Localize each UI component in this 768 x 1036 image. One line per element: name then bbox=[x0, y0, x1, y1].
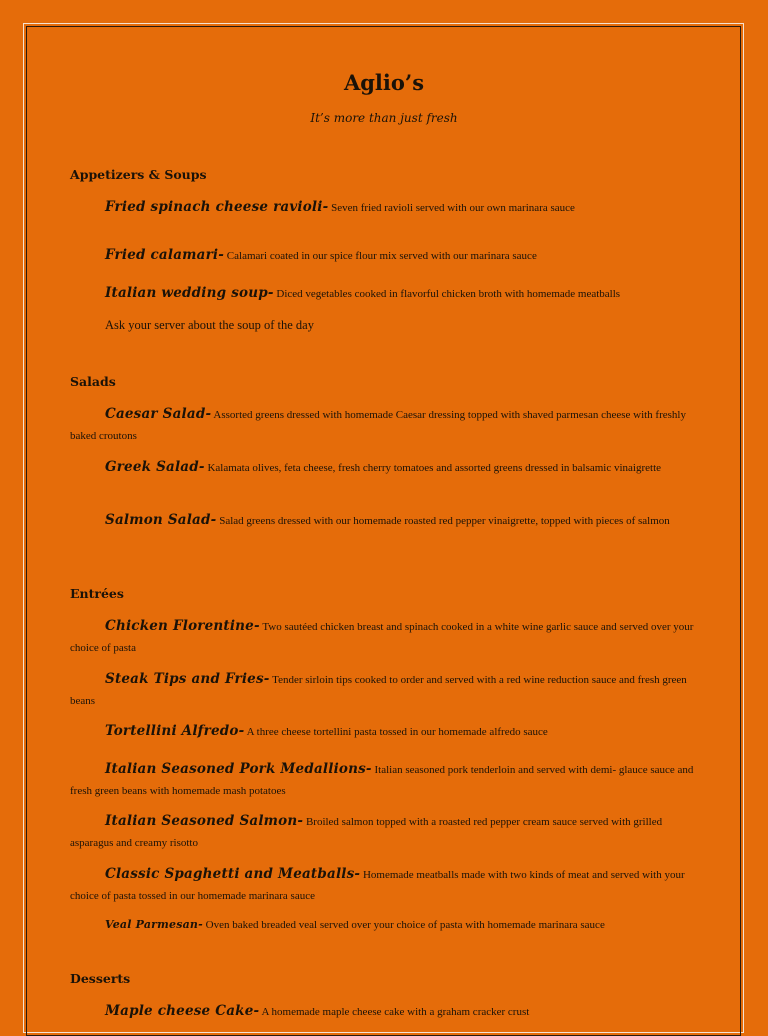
section-heading-entrees: Entrées bbox=[70, 586, 124, 601]
menu-item-name: Fried spinach cheese ravioli- bbox=[105, 199, 329, 215]
menu-item-desc: Assorted greens dressed with homemade Caesar dressing topped with shaved parmesan cheese with freshly baked croutons bbox=[70, 409, 686, 442]
menu-item-name: Maple cheese Cake- bbox=[105, 1003, 260, 1019]
menu-item bbox=[70, 404, 702, 447]
menu-item-name: Classic Spaghetti and Meatballs- bbox=[105, 866, 361, 882]
menu-item-desc: Two sautéed chicken breast and spinach cooked in a white wine garlic sauce and served over your choice of pasta bbox=[70, 621, 694, 654]
menu-item-name: Fried calamari- bbox=[105, 247, 225, 263]
menu-item-desc: Tender sirloin tips cooked to order and served with a red wine reduction sauce and fresh green beans bbox=[70, 674, 687, 707]
menu-item-name: Steak Tips and Fries- bbox=[105, 671, 270, 687]
menu-item bbox=[70, 759, 702, 802]
menu-item-name: Veal Parmesan- bbox=[105, 918, 203, 931]
menu-item-name: Italian Seasoned Salmon- bbox=[105, 813, 304, 829]
menu-item-name: Tortellini Alfredo- bbox=[105, 723, 245, 739]
menu-item bbox=[70, 245, 702, 267]
menu-item bbox=[70, 616, 702, 659]
menu-item-name: Salmon Salad- bbox=[105, 512, 217, 528]
menu-item-name: Italian wedding soup- bbox=[105, 285, 274, 301]
menu-item bbox=[70, 1001, 702, 1023]
menu-item-name: Italian Seasoned Pork Medallions- bbox=[105, 761, 372, 777]
menu-item-desc: Italian seasoned pork tenderloin and served with demi- glauce sauce and fresh green beans with homemade mash potatoes bbox=[70, 764, 694, 797]
menu-item bbox=[70, 669, 702, 712]
menu-item-name: Caesar Salad- bbox=[105, 406, 212, 422]
section-heading-desserts: Desserts bbox=[70, 971, 131, 986]
menu-item-desc: A homemade maple cheese cake with a graham cracker crust bbox=[261, 1006, 530, 1018]
menu-item bbox=[70, 457, 702, 479]
restaurant-tagline: It’s more than just fresh bbox=[310, 111, 458, 125]
menu-item-desc: Salad greens dressed with our homemade roasted red pepper vinaigrette, topped with pieces of salmon bbox=[219, 515, 670, 527]
menu-item bbox=[70, 283, 702, 305]
menu-item-desc: Kalamata olives, feta cheese, fresh cherry tomatoes and assorted greens dressed in balsamic vinaigrette bbox=[207, 462, 662, 474]
restaurant-title: Aglio’s bbox=[343, 70, 425, 95]
menu-item-desc: Broiled salmon topped with a roasted red pepper cream sauce served with grilled asparagus and creamy risotto bbox=[70, 816, 663, 849]
section-heading-salads: Salads bbox=[70, 374, 116, 389]
menu-item-desc: Diced vegetables cooked in flavorful chicken broth with homemade meatballs bbox=[276, 288, 621, 300]
menu-item bbox=[70, 811, 702, 854]
menu-item-desc: A three cheese tortellini pasta tossed in our homemade alfredo sauce bbox=[246, 726, 548, 738]
menu-item bbox=[70, 914, 702, 936]
soup-of-the-day-note: Ask your server about the soup of the day bbox=[105, 318, 314, 332]
menu-item-name: Greek Salad- bbox=[105, 459, 205, 475]
menu-item-desc: Seven fried ravioli served with our own marinara sauce bbox=[331, 202, 575, 214]
menu-item bbox=[70, 197, 702, 219]
menu-item bbox=[70, 721, 702, 743]
menu-item-desc: Oven baked breaded veal served over your choice of pasta with homemade marinara sauce bbox=[205, 919, 605, 931]
menu-item-name: Chicken Florentine- bbox=[105, 618, 260, 634]
menu-item bbox=[70, 864, 702, 907]
menu-item-desc: Homemade meatballs made with two kinds of meat and served with your choice of pasta tossed in our homemade marinara sauce bbox=[70, 869, 685, 902]
menu-item bbox=[70, 510, 702, 532]
menu-item-desc: Calamari coated in our spice flour mix served with our marinara sauce bbox=[226, 250, 537, 262]
section-heading-appetizers: Appetizers & Soups bbox=[70, 167, 207, 182]
